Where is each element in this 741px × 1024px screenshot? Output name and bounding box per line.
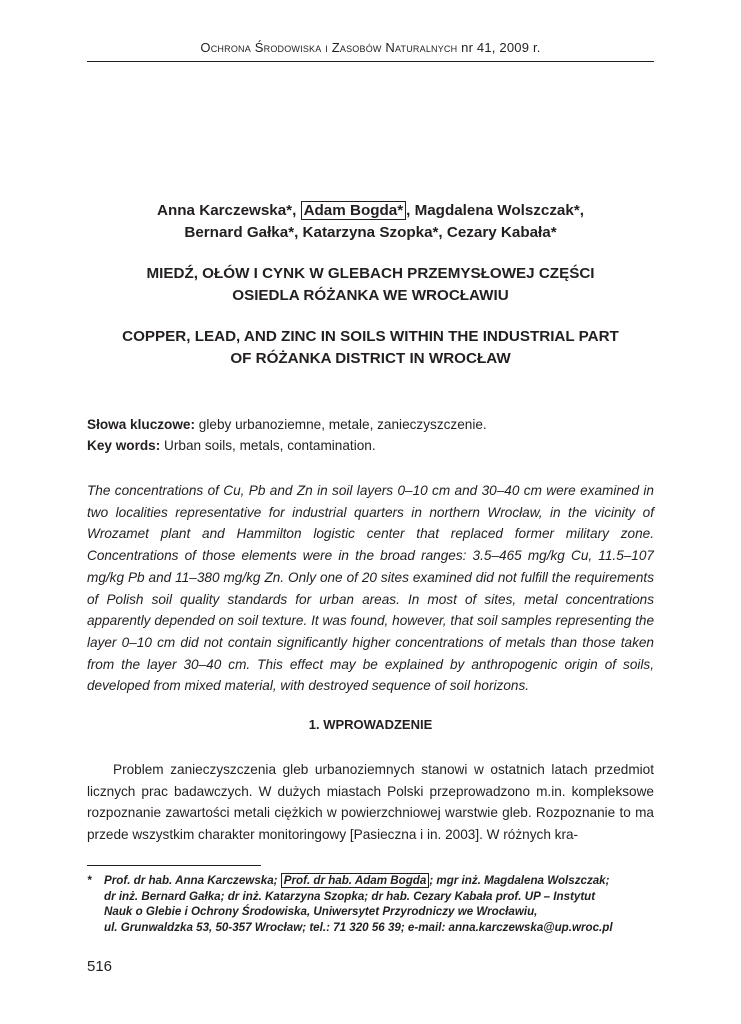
footnote-line-1 [104, 873, 654, 889]
title-english-line-2: OF RÓŻANKA DISTRICT IN WROCŁAW [230, 350, 511, 367]
title-polish [87, 263, 654, 307]
footnote-body [104, 873, 654, 935]
keywords-block [87, 414, 654, 456]
footnote-after-box: ; mgr inż. Magdalena Wolszczak; [429, 874, 610, 887]
keywords-english [87, 435, 654, 456]
author-line-2: Bernard Gałka*, Katarzyna Szopka*, Cezary Kabała* [184, 224, 557, 241]
footnote-marker: * [87, 874, 92, 887]
footnote-line-3: Nauk o Glebie i Ochrony Środowiska, Uniwersytet Przyrodniczy we Wrocławiu, [104, 905, 538, 918]
author-footnote [87, 873, 654, 935]
title-polish-line-2: OSIEDLA RÓŻANKA WE WROCŁAWIU [232, 287, 509, 304]
keywords-english-text: Urban soils, metals, contamination. [160, 438, 376, 453]
journal-name: Ochrona Środowiska i Zasobów Naturalnych [200, 40, 458, 55]
footnote-before-box: Prof. dr hab. Anna Karczewska; [104, 874, 281, 887]
keywords-polish-text: gleby urbanoziemne, metale, zanieczyszczenie. [195, 417, 487, 432]
author-line-1 [87, 200, 654, 222]
intro-paragraph: Problem zanieczyszczenia gleb urbanoziemnych stanowi w ostatnich latach przedmiot licznych prac badawczych. W dużych miastach Polski przeprowadzono m.in. kompleksowe rozpoznanie zawartości metali ciężkich w powierzchniowej warstwie gleb. Rozpoznanie to ma przede wszystkim charakter monitoringowy [Pasieczna i in. 2003]. W różnych kra- [87, 762, 654, 843]
keywords-polish-label: Słowa kluczowe: [87, 417, 196, 432]
title-english [87, 326, 654, 370]
author-highlighted: Adam Bogda* [301, 201, 407, 220]
keywords-polish [87, 414, 654, 435]
page-number: 516 [87, 958, 113, 975]
footnote-highlighted: Prof. dr hab. Adam Bogda [281, 873, 430, 888]
title-english-line-1: COPPER, LEAD, AND ZINC IN SOILS WITHIN THE INDUSTRIAL PART [122, 328, 619, 345]
author-list [87, 200, 654, 244]
author-first: Anna Karczewska*, [157, 202, 297, 219]
footnote-divider [87, 865, 261, 866]
keywords-english-label: Key words: [87, 438, 161, 453]
footnote-line-4: ul. Grunwaldzka 53, 50-357 Wrocław; tel.: 71 320 56 39; e-mail: anna.karczewska@up.wroc.pl [104, 920, 613, 934]
running-header [87, 40, 654, 62]
journal-issue: nr 41, 2009 r. [461, 40, 541, 55]
footnote-line-2: dr inż. Bernard Gałka; dr inż. Katarzyna Szopka; dr hab. Cezary Kabała prof. UP – Instytut [104, 889, 596, 903]
abstract: The concentrations of Cu, Pb and Zn in soil layers 0–10 cm and 30–40 cm were examined in two localities representative for industrial quarters in northern Wrocław, in the vicinity of Wrozamet plant and Hammilton logistic center that replaced former military zone. Concentrations of those elements were in the broad ranges: 3.5–465 mg/kg Cu, 11.5–107 mg/kg Pb and 11–380 mg/kg Zn. Only one of 20 sites examined did not fulfill the requirements of Polish soil quality standards for urban areas. In most of sites, metal concentrations apparently depended on soil texture. It was found, however, that soil samples representing the layer 0–10 cm did not contain significantly higher concentrations of metals than those taken from the layer 30–40 cm. This effect may be explained by anthropogenic origin of soils, developed from mixed material, with destroyed sequence of soil horizons. [87, 483, 654, 694]
author-rest: , Magdalena Wolszczak*, [406, 202, 584, 219]
title-polish-line-1: MIEDŹ, OŁÓW I CYNK W GLEBACH PRZEMYSŁOWEJ CZĘŚCI [146, 265, 595, 282]
section-heading: 1. WPROWADZENIE [308, 717, 433, 732]
